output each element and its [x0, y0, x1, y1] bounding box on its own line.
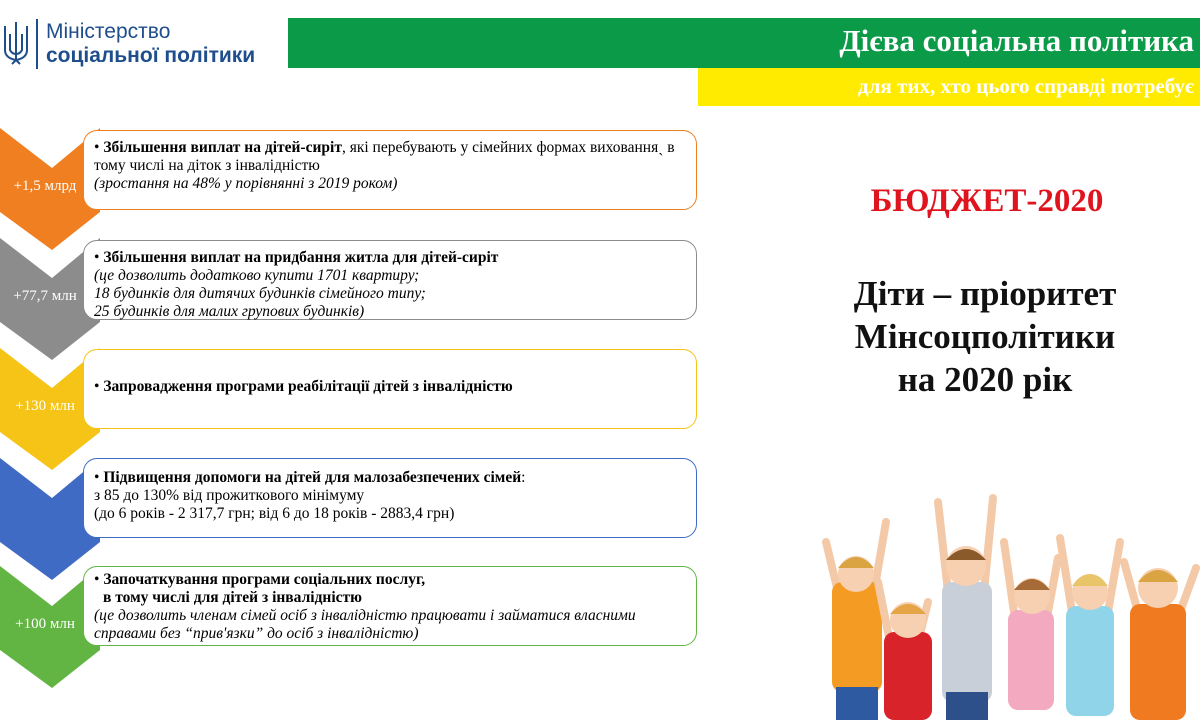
- amount-label: +1,5 млрд: [13, 178, 77, 194]
- banner-title: Дієва соціальна політика: [839, 23, 1194, 58]
- item-bold-text: в тому числі для дітей з інвалідністю: [103, 589, 362, 606]
- child-figure: [878, 582, 932, 720]
- amount-label: +130 млн: [15, 398, 75, 414]
- priority-line: Діти – пріоритет: [853, 274, 1117, 313]
- amount-label: +77,7 млн: [13, 288, 77, 304]
- child-figure: [1124, 562, 1196, 720]
- child-figure: [938, 498, 993, 720]
- logo-text: [46, 20, 255, 68]
- children-photo: [808, 482, 1200, 720]
- logo-line-2: соціальної політики: [46, 44, 256, 67]
- item-note: (зростання на 48% у порівнянні з 2019 роком): [94, 175, 398, 192]
- item-box-3: • Запровадження програми реабілітації дітей з інвалідністю: [83, 349, 697, 429]
- item-note: (це дозволить членам сімей осіб з інвалідністю працювати і займатися власними справами без “прив'язки” до осіб з інвалідністю): [94, 607, 636, 642]
- item-box-1: • Збільшення виплат на дітей-сиріт, які перебувають у сімейних формах вихованняˏ в тому числі на діток з інвалідністю (зростання на 48% у порівнянні з 2019 роком): [83, 130, 697, 210]
- amount-label: +100 млн: [15, 616, 75, 632]
- item-box-2: • Збільшення виплат на придбання житла для дітей-сиріт (це дозволить додатково купити 1701 квартиру; 18 будинків для дитячих будинків сімейного типу; 25 будинків для малих групових будинків): [83, 240, 697, 320]
- item-bold-text: Започаткування програми соціальних послуг,: [103, 571, 426, 588]
- priority-line: на 2020 рік: [897, 360, 1073, 399]
- item-bold-text: Підвищення допомоги на дітей для малозабезпечених сімей: [103, 469, 522, 486]
- trident-icon: [2, 20, 30, 68]
- budget-heading: БЮДЖЕТ-2020: [870, 183, 1104, 219]
- item-note-line: (це дозволить додатково купити 1701 квартиру;: [94, 267, 420, 284]
- item-box-4: • Підвищення допомоги на дітей для малозабезпечених сімей: з 85 до 130% від прожиткового мінімуму (до 6 років - 2 317,7 грн; від 6 до 18 років - 2883,4 грн): [83, 458, 697, 538]
- child-figure: [826, 522, 886, 720]
- child-figure: [1004, 542, 1058, 710]
- item-bold-text: Запровадження програми реабілітації дітей з інвалідністю: [103, 378, 513, 395]
- item-bold-text: Збільшення виплат на дітей-сиріт: [103, 139, 342, 156]
- item-note-line: 18 будинків для дитячих будинків сімейного типу;: [94, 285, 426, 302]
- item-bold-text: Збільшення виплат на придбання житла для дітей-сиріт: [103, 249, 499, 266]
- banner-subtitle: для тих, хто цього справді потребує: [858, 74, 1194, 98]
- logo-line-1: Міністерство: [46, 20, 171, 43]
- item-text: , які перебувають у сімейних формах вихованняˏ в тому числі на діток з інвалідністю: [94, 139, 675, 174]
- item-note-line: 25 будинків для малих групових будинків): [94, 303, 365, 320]
- title-banner: [288, 18, 1200, 68]
- item-box-5: • Започаткування програми соціальних послуг, в тому числі для дітей з інвалідністю (це дозволить членам сімей осіб з інвалідністю працювати і займатися власними справами без “прив'язки” до осіб з інвалідністю): [83, 566, 697, 646]
- item-text-line: (до 6 років - 2 317,7 грн; від 6 до 18 років - 2883,4 грн): [94, 505, 455, 522]
- item-text-line: з 85 до 130% від прожиткового мінімуму: [94, 487, 365, 504]
- subtitle-banner: [698, 68, 1200, 106]
- ministry-logo: [0, 18, 255, 70]
- priority-heading: [800, 272, 1170, 401]
- priority-line: Мінсоцполітики: [854, 317, 1116, 356]
- child-figure: [1060, 538, 1120, 716]
- logo-divider: [36, 19, 38, 69]
